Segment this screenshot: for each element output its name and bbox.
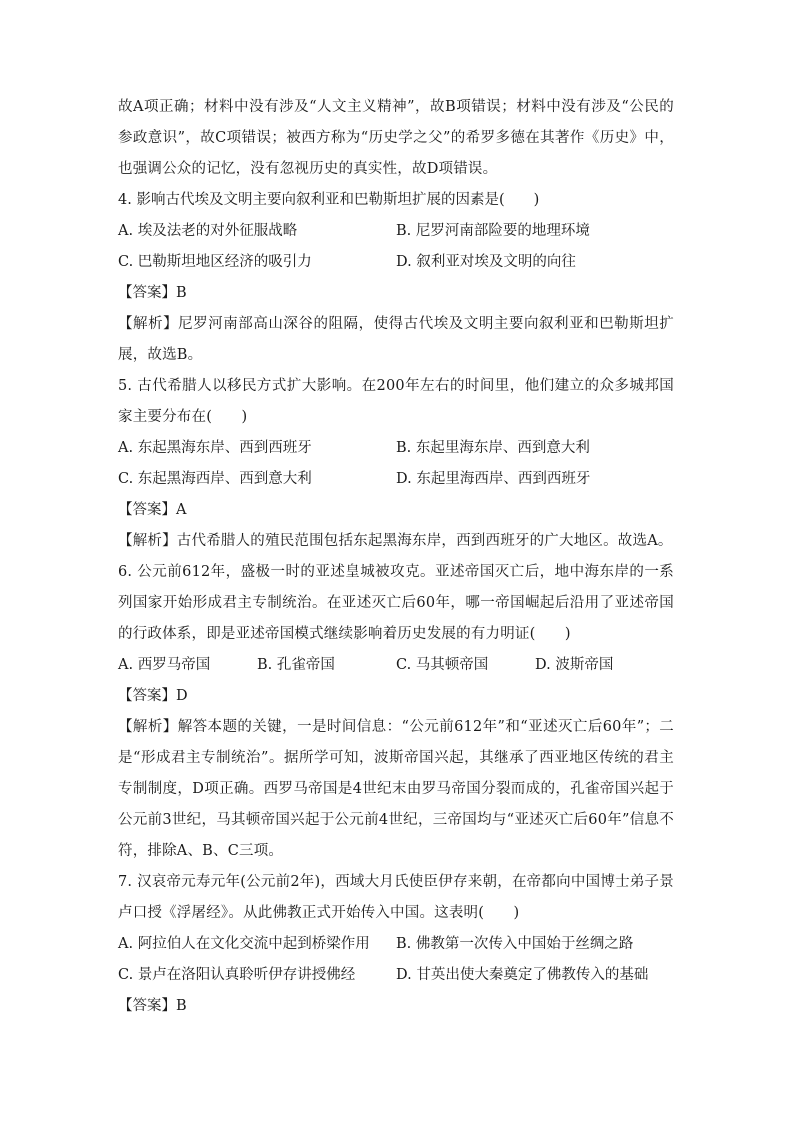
answer-label: 【答案】D bbox=[118, 688, 188, 704]
option-row bbox=[118, 929, 674, 960]
option-row bbox=[118, 247, 674, 278]
question-7 bbox=[118, 867, 674, 1022]
option-c: C. 景卢在洛阳认真聆听伊存讲授佛经 bbox=[118, 967, 356, 983]
option-c: C. 东起黑海西岸、西到意大利 bbox=[118, 471, 312, 487]
option-c: C. 巴勒斯坦地区经济的吸引力 bbox=[118, 254, 312, 270]
question-stem: 6. 公元前612年，盛极一时的亚述皇城被攻克。亚述帝国灭亡后，地中海东岸的一系列国家开始形成君主专制统治。在亚述灭亡后60年，哪一帝国崛起后沿用了亚述帝国的行政体系，即是亚述帝国模式继续影响着历史发展的有力明证( ) bbox=[118, 564, 674, 642]
option-d: D. 波斯帝国 bbox=[535, 657, 614, 673]
analysis-text: 【解析】解答本题的关键，一是时间信息：“公元前612年”和“亚述灭亡后60年”；二是“形成君主专制统治”。据所学可知，波斯帝国兴起，其继承了西亚地区传统的君主专制制度，D项正确。西罗马帝国是4世纪末由罗马帝国分裂而成的，孔雀帝国兴起于公元前3世纪，马其顿帝国兴起于公元前4世纪，三帝国均与“亚述灭亡后60年”信息不符，排除A、B、C三项。 bbox=[118, 719, 674, 859]
question-stem: 5. 古代希腊人以移民方式扩大影响。在200年左右的时间里，他们建立的众多城邦国家主要分布在( ) bbox=[118, 378, 674, 425]
question-stem: 7. 汉哀帝元寿元年(公元前2年)，西域大月氏使臣伊存来朝，在帝都向中国博士弟子景卢口授《浮屠经》。从此佛教正式开始传入中国。这表明( ) bbox=[118, 874, 674, 921]
option-row bbox=[118, 464, 674, 495]
option-b: B. 东起里海东岸、西到意大利 bbox=[396, 440, 590, 456]
option-row bbox=[118, 960, 674, 991]
option-row bbox=[118, 433, 674, 464]
answer-label: 【答案】A bbox=[118, 502, 187, 518]
option-d: D. 东起里海西岸、西到西班牙 bbox=[396, 471, 591, 487]
option-d: D. 甘英出使大秦奠定了佛教传入的基础 bbox=[396, 967, 649, 983]
option-a: A. 阿拉伯人在文化交流中起到桥梁作用 bbox=[118, 936, 370, 952]
document-content bbox=[118, 92, 674, 1022]
answer-label: 【答案】B bbox=[118, 998, 187, 1014]
option-row bbox=[118, 216, 674, 247]
analysis-text: 【解析】古代希腊人的殖民范围包括东起黑海东岸，西到西班牙的广大地区。故选A。 bbox=[118, 533, 673, 549]
intro-analysis-text: 故A项正确；材料中没有涉及“人文主义精神”，故B项错误；材料中没有涉及“公民的参政意识”，故C项错误；被西方称为“历史学之父”的希罗多德在其著作《历史》中，也强调公众的记忆，没有忽视历史的真实性，故D项错误。 bbox=[118, 99, 674, 177]
option-a: A. 埃及法老的对外征服战略 bbox=[118, 223, 298, 239]
option-a: A. 东起黑海东岸、西到西班牙 bbox=[118, 440, 312, 456]
question-5 bbox=[118, 371, 674, 557]
option-c: C. 马其顿帝国 bbox=[396, 657, 489, 673]
analysis-text: 【解析】尼罗河南部高山深谷的阻隔，使得古代埃及文明主要向叙利亚和巴勒斯坦扩展，故选B。 bbox=[118, 316, 674, 363]
option-d: D. 叙利亚对埃及文明的向往 bbox=[396, 254, 576, 270]
question-stem: 4. 影响古代埃及文明主要向叙利亚和巴勒斯坦扩展的因素是( ) bbox=[118, 192, 540, 208]
option-a: A. 西罗马帝国 bbox=[118, 657, 211, 673]
option-row bbox=[118, 650, 674, 681]
option-b: B. 尼罗河南部险要的地理环境 bbox=[396, 223, 590, 239]
answer-label: 【答案】B bbox=[118, 285, 187, 301]
question-6 bbox=[118, 557, 674, 867]
question-4 bbox=[118, 185, 674, 371]
option-b: B. 孔雀帝国 bbox=[257, 657, 335, 673]
option-b: B. 佛教第一次传入中国始于丝绸之路 bbox=[396, 936, 634, 952]
